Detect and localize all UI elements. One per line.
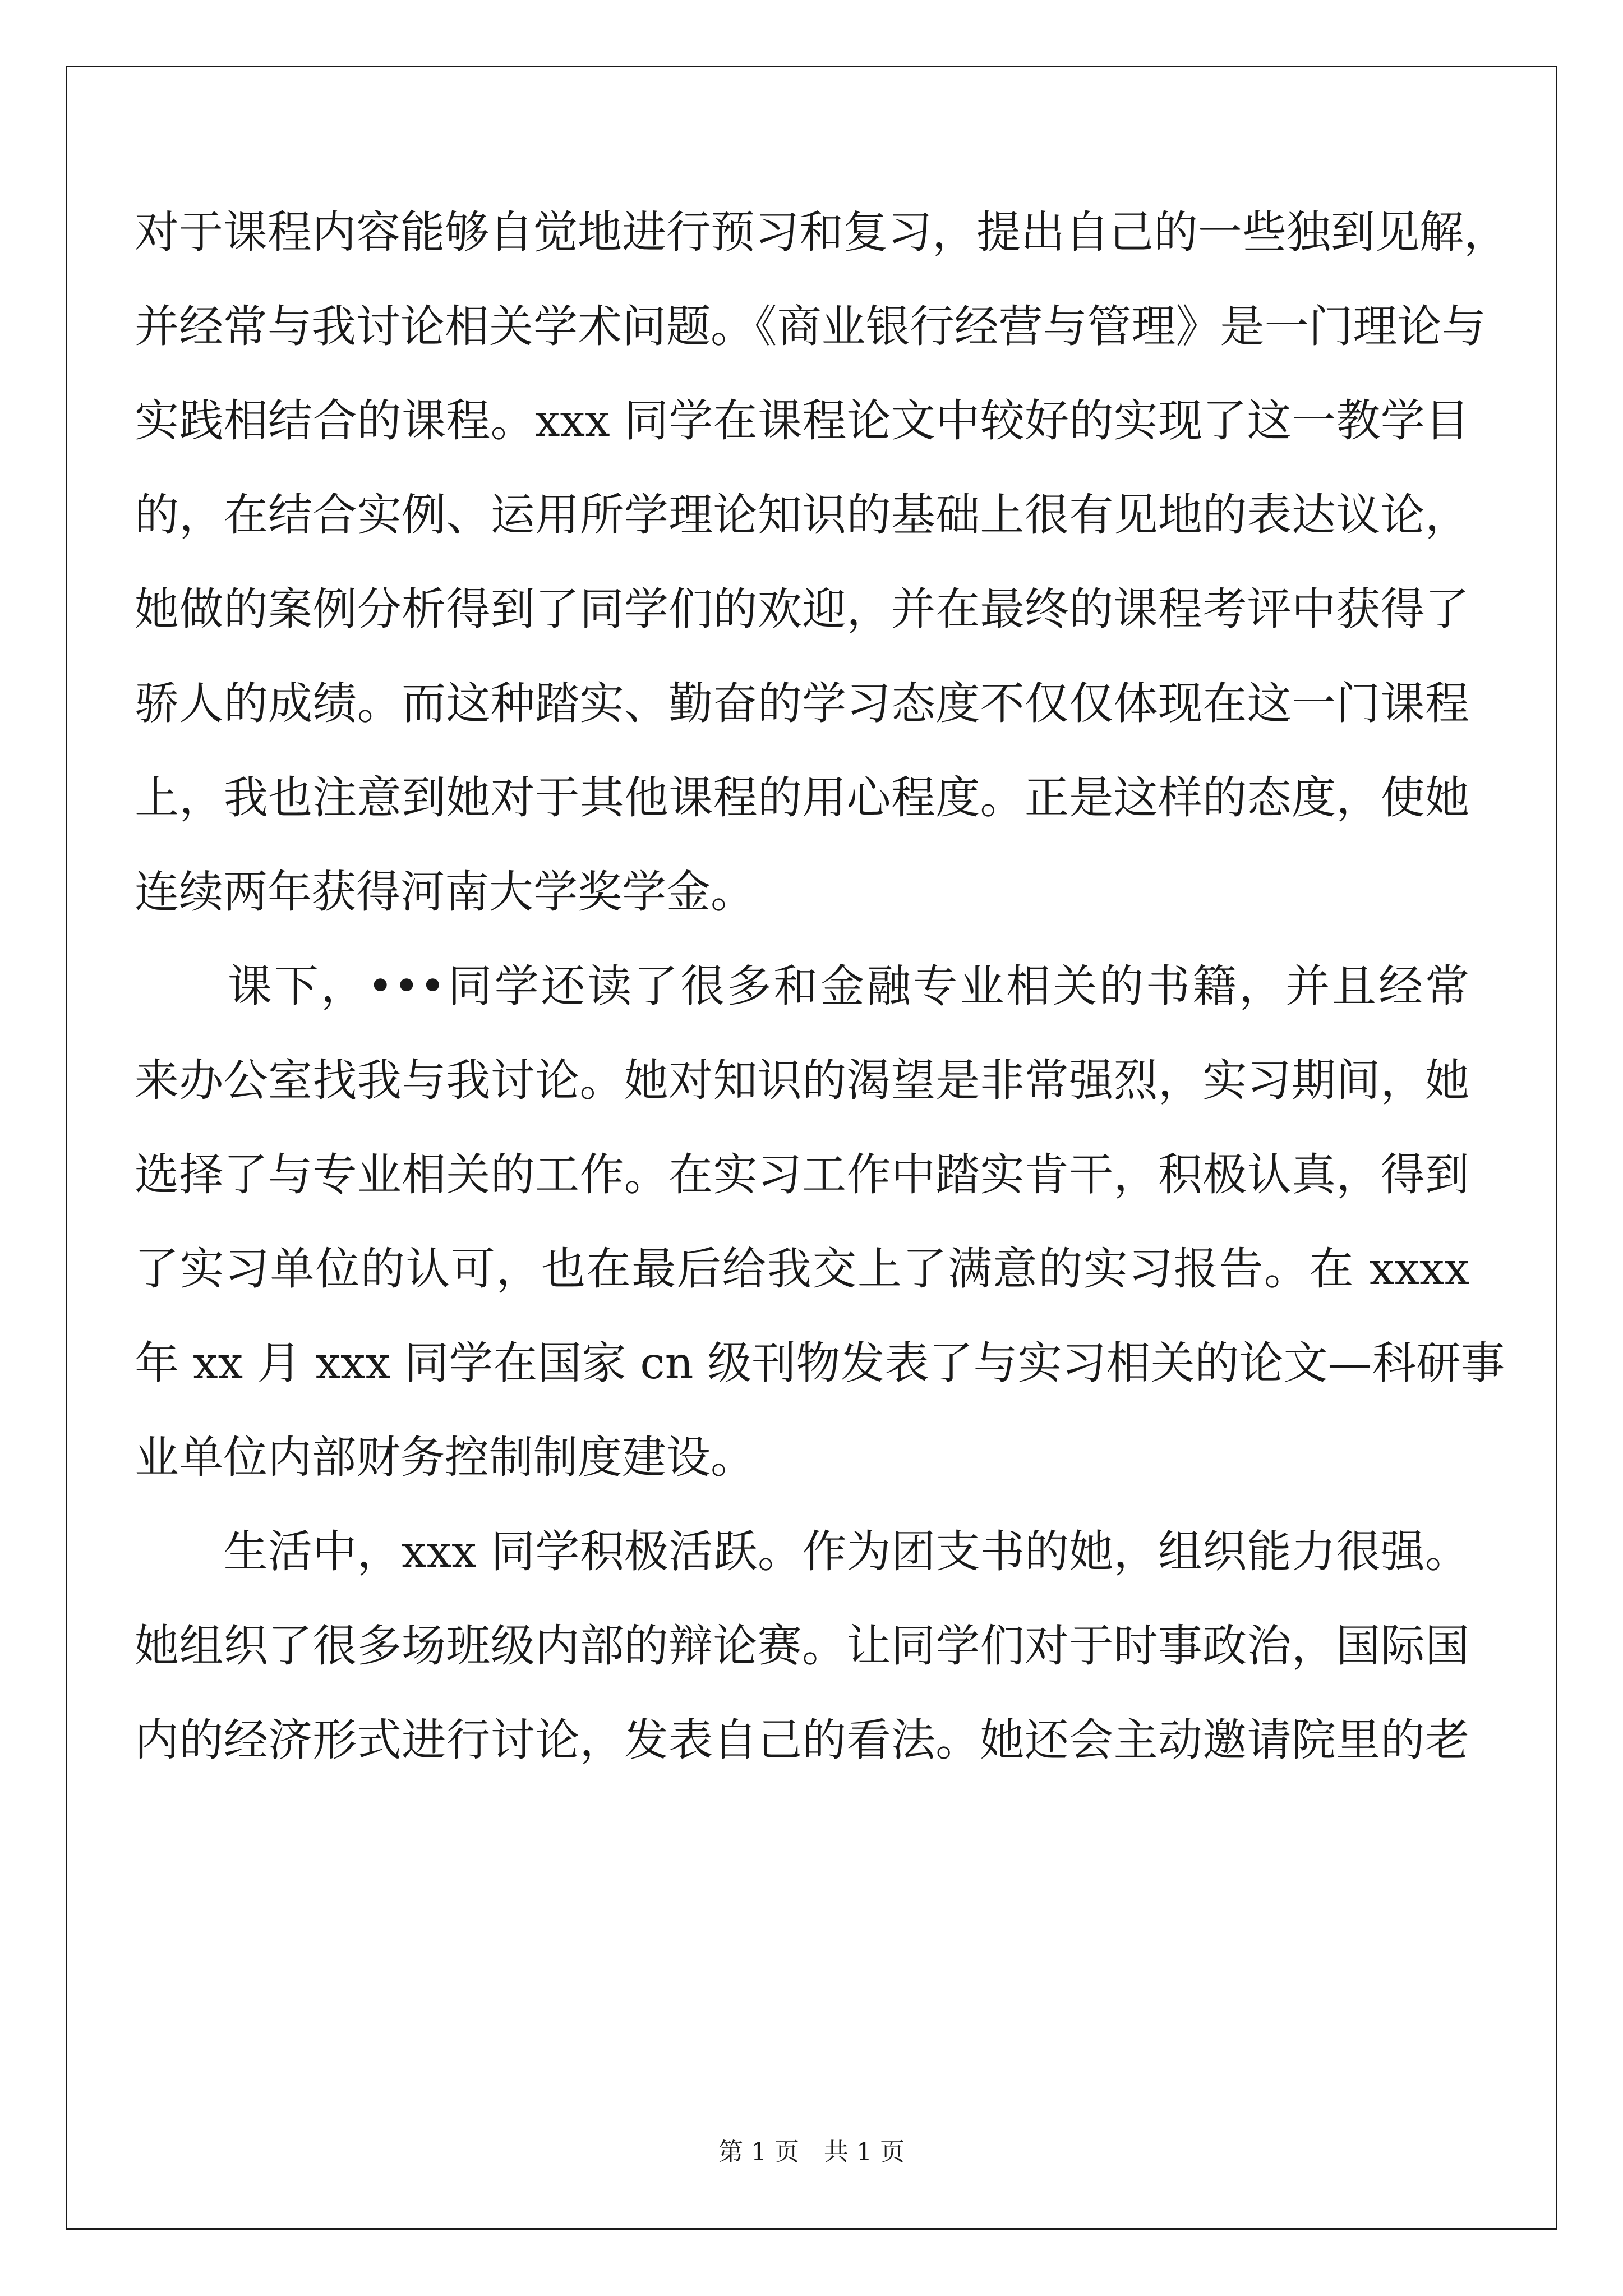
text-line: 并经常与我讨论相关学术问题。《商业银行经营与管理》是一门理论与 xyxy=(135,301,1486,352)
text-line: 上，我也注意到她对于其他课程的用心程度。正是这样的态度，使她 xyxy=(135,772,1469,823)
text-line: 来办公室找我与我讨论。她对知识的渴望是非常强烈，实习期间，她 xyxy=(135,1055,1469,1106)
text-line: 对于课程内容能够自觉地进行预习和复习，提出自己的一些独到见解， xyxy=(135,206,1508,258)
text-line: 了实习单位的认可，也在最后给我交上了满意的实习报告。在 xxxx xyxy=(135,1243,1469,1295)
page-number-footer: 第 1 页 共 1 页 xyxy=(718,2138,905,2166)
text-line: 骄人的成绩。而这种踏实、勤奋的学习态度不仅仅体现在这一门课程 xyxy=(135,678,1469,729)
text-line: 年 xx 月 xxx 同学在国家 cn 级刊物发表了与实习相关的论文—科研事 xyxy=(135,1337,1505,1389)
text-line: 她组织了很多场班级内部的辩论赛。让同学们对于时事政治，国际国 xyxy=(135,1620,1469,1672)
text-line: 课下，•••同学还读了很多和金融专业相关的书籍，并且经常 xyxy=(135,960,1469,1012)
text-line: 内的经济形式进行讨论，发表自己的看法。她还会主动邀请院里的老 xyxy=(135,1714,1469,1766)
text-line: 连续两年获得河南大学奖学金。 xyxy=(135,866,755,918)
text-line: 业单位内部财务控制制度建设。 xyxy=(135,1432,755,1483)
text-line: 的，在结合实例、运用所学理论知识的基础上很有见地的表达议论， xyxy=(135,489,1469,541)
text-line: 她做的案例分析得到了同学们的欢迎，并在最终的课程考评中获得了 xyxy=(135,583,1469,635)
text-line: 实践相结合的课程。xxx 同学在课程论文中较好的实现了这一教学目 xyxy=(135,395,1469,447)
text-line: 生活中，xxx 同学积极活跃。作为团支书的她，组织能力很强。 xyxy=(135,1526,1469,1577)
text-line: 选择了与专业相关的工作。在实习工作中踏实肯干，积极认真，得到 xyxy=(135,1149,1469,1200)
document-body xyxy=(135,185,1508,1787)
